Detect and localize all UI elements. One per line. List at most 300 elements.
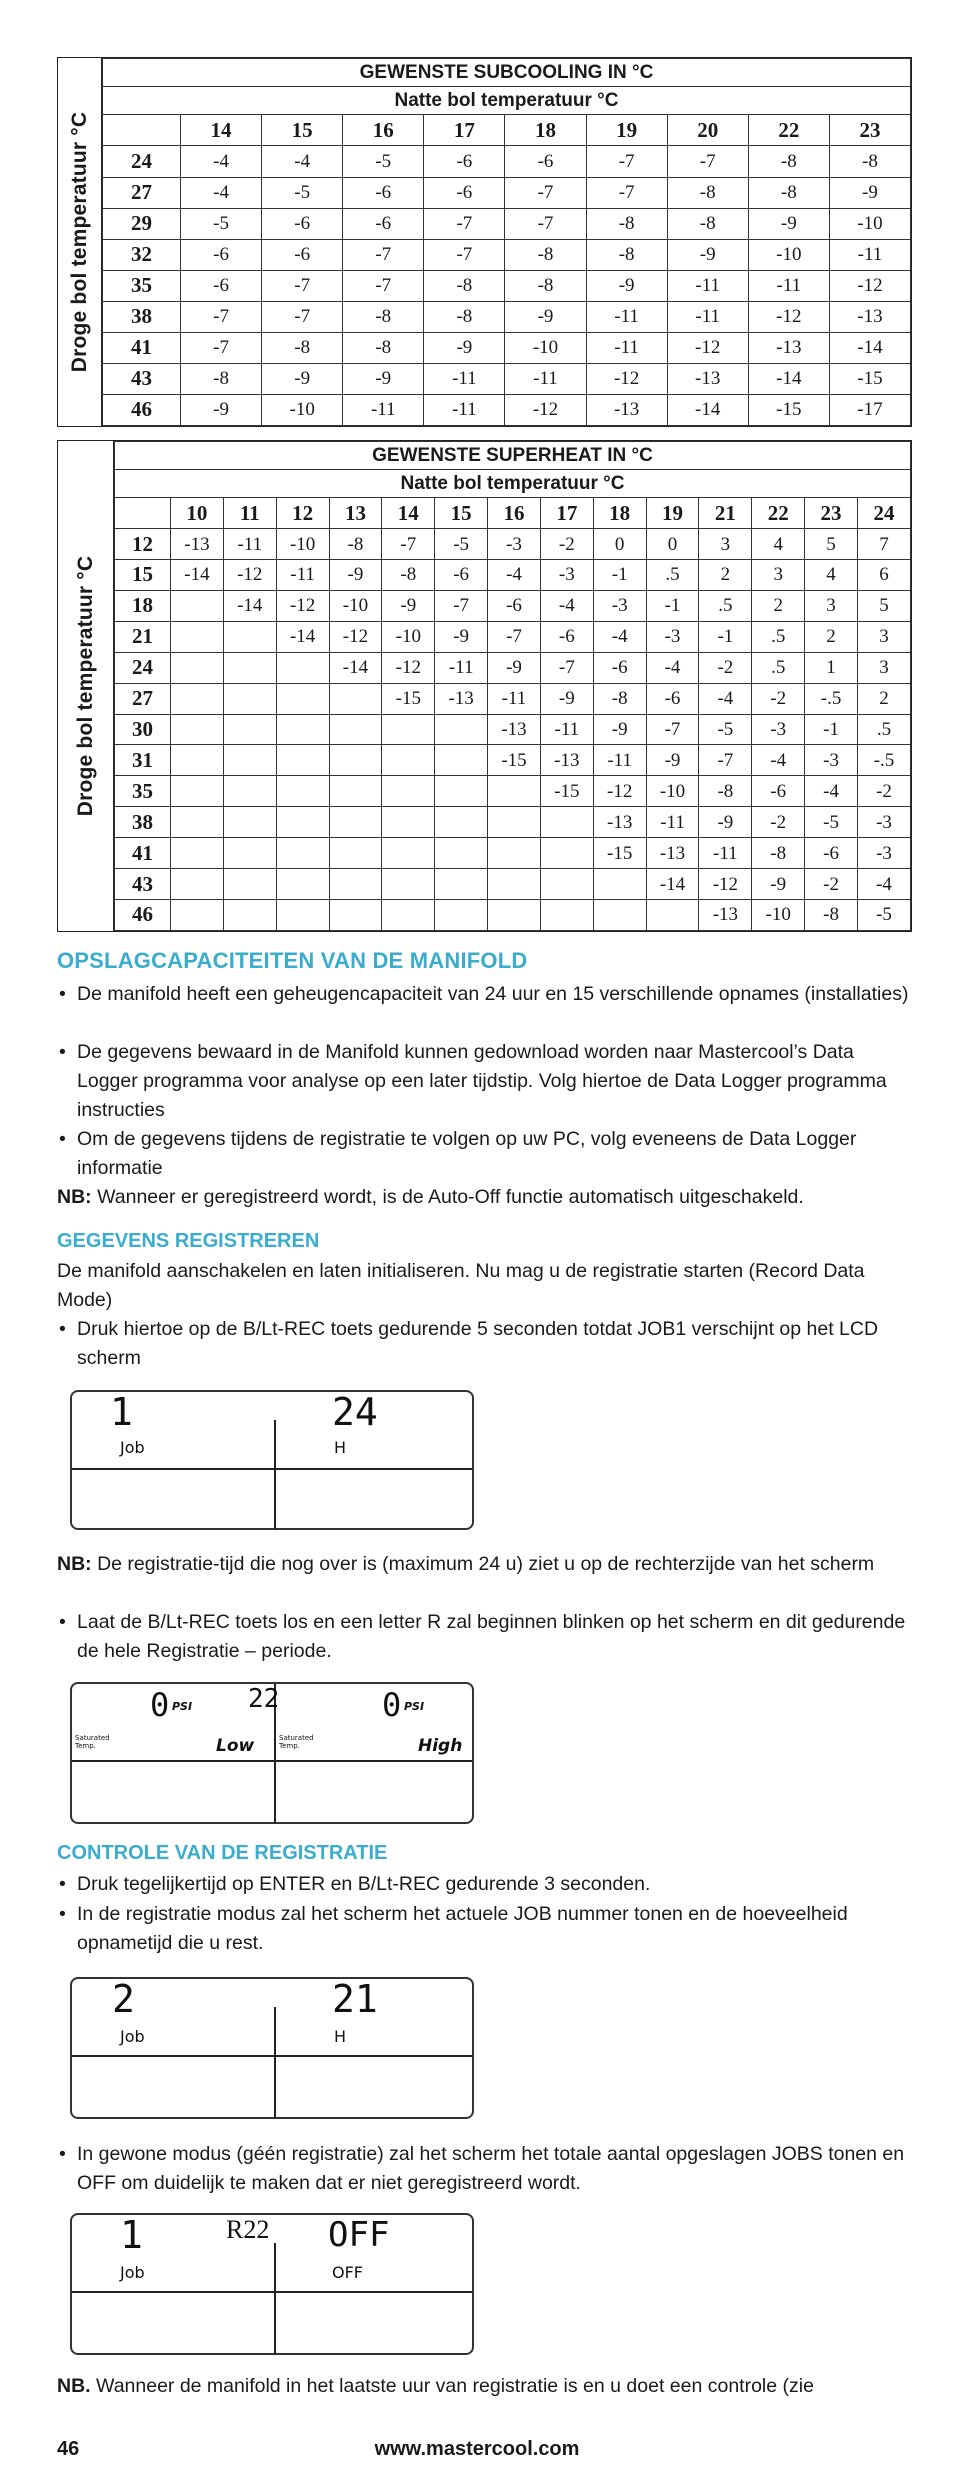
list-item: • Laat de B/Lt-REC toets los en een letter R zal beginnen blinken op het scherm en dit gedurende de hele Registratie – periode. (57, 1608, 917, 1666)
table-cell: -4 (540, 590, 593, 621)
column-header: 21 (699, 498, 752, 529)
table-cell: -3 (857, 807, 910, 838)
table-cell: -2 (752, 807, 805, 838)
lcd-psi-unit: PSI (404, 1700, 425, 1713)
table-cell: -10 (829, 208, 910, 239)
column-header: 15 (262, 115, 343, 146)
table-cell: 1 (805, 652, 858, 683)
table-cell: -4 (262, 146, 343, 177)
superheat-side-label (58, 441, 114, 931)
table-cell: 3 (857, 621, 910, 652)
table-cell: -4 (857, 869, 910, 900)
lcd-divider (274, 2007, 276, 2119)
paragraph: De manifold aanschakelen en laten initialiseren. Nu mag u de registratie starten (Record Data Mode) (57, 1260, 865, 1311)
subcooling-grid (102, 58, 911, 426)
list-item: • Druk hiertoe op de B/Lt-REC toets gedurende 5 seconden totdat JOB1 verschijnt op het LCD scherm (57, 1315, 917, 1373)
table-row (103, 394, 911, 425)
table-cell: -13 (488, 714, 541, 745)
table-cell: -8 (343, 332, 424, 363)
lcd-low-label: Low (216, 1736, 255, 1756)
table-cell: -8 (667, 208, 748, 239)
table-cell: -9 (488, 652, 541, 683)
table-cell: -12 (699, 869, 752, 900)
table-cell (171, 776, 224, 807)
table-cell: -6 (805, 838, 858, 869)
table-cell (276, 714, 329, 745)
table-cell: -9 (667, 239, 748, 270)
table-row (115, 652, 911, 683)
column-header: 14 (382, 498, 435, 529)
table-cell: -9 (748, 208, 829, 239)
table-cell (593, 899, 646, 930)
lcd-psi-unit: PSI (172, 1700, 193, 1713)
row-header: 38 (103, 301, 181, 332)
table-cell: 2 (857, 683, 910, 714)
table-cell: -13 (646, 838, 699, 869)
lcd-refrigerant-value: R22 (226, 2215, 270, 2244)
table-cell: -12 (829, 270, 910, 301)
column-header: 23 (805, 498, 858, 529)
row-header: 27 (115, 683, 171, 714)
table-cell: -15 (488, 745, 541, 776)
table-cell: -12 (667, 332, 748, 363)
table-cell: 2 (805, 621, 858, 652)
table-cell: -7 (382, 529, 435, 560)
table-cell: .5 (699, 590, 752, 621)
lcd-saturated-label: Saturated Temp. (75, 1734, 110, 1750)
note (57, 1183, 917, 1212)
column-header: 19 (586, 115, 667, 146)
table-cell: -13 (748, 332, 829, 363)
table-cell: -8 (586, 208, 667, 239)
page-number: 46 (57, 2438, 80, 2460)
table-cell: -8 (505, 239, 586, 270)
table-cell: -11 (505, 363, 586, 394)
table-cell (276, 838, 329, 869)
table-cell: -9 (382, 590, 435, 621)
table-cell: -11 (646, 807, 699, 838)
column-header: 16 (343, 115, 424, 146)
table-cell: -11 (424, 394, 505, 425)
table-cell: -2 (752, 683, 805, 714)
table-cell: -13 (699, 899, 752, 930)
lcd-hours-label: H (334, 1438, 347, 1457)
table-cell (329, 838, 382, 869)
table-cell: -9 (343, 363, 424, 394)
table-cell: 3 (752, 560, 805, 591)
row-header: 12 (115, 529, 171, 560)
table-cell: -7 (262, 301, 343, 332)
row-header: 32 (103, 239, 181, 270)
table-cell: -4 (646, 652, 699, 683)
column-header: 13 (329, 498, 382, 529)
table-cell (382, 714, 435, 745)
table-cell: 4 (752, 529, 805, 560)
subcooling-table (57, 57, 912, 427)
table-cell: -15 (829, 363, 910, 394)
row-header: 30 (115, 714, 171, 745)
table-cell: -13 (829, 301, 910, 332)
table-cell: -11 (435, 652, 488, 683)
side-label-text: Droge bol temperatuur °C (67, 111, 91, 373)
table-cell: -17 (829, 394, 910, 425)
table-cell: -8 (748, 146, 829, 177)
table-cell: -11 (667, 270, 748, 301)
superheat-grid (114, 441, 911, 931)
table-cell (171, 838, 224, 869)
table-cell: -5 (262, 177, 343, 208)
table-cell: -12 (382, 652, 435, 683)
table-header-row (103, 115, 911, 146)
table-cell: -9 (505, 301, 586, 332)
table-cell (488, 899, 541, 930)
table-cell (223, 776, 276, 807)
table-cell (223, 745, 276, 776)
table-cell (223, 652, 276, 683)
table-cell: -13 (171, 529, 224, 560)
list-item: • Om de gegevens tijdens de registratie te volgen op uw PC, volg eveneens de Data Logger informatie (57, 1125, 917, 1183)
list-item: • Druk tegelijkertijd op ENTER en B/Lt-REC gedurende 3 seconden. (57, 1870, 917, 1899)
table-cell (382, 807, 435, 838)
table-cell: 3 (699, 529, 752, 560)
table-cell: -7 (505, 177, 586, 208)
table-cell: -5 (435, 529, 488, 560)
table-cell: -10 (329, 590, 382, 621)
table-cell: -8 (699, 776, 752, 807)
table-cell: -8 (667, 177, 748, 208)
row-header: 46 (103, 394, 181, 425)
table-cell (171, 714, 224, 745)
table-cell: -10 (382, 621, 435, 652)
table-cell: -1 (805, 714, 858, 745)
table-cell: -8 (593, 683, 646, 714)
table-cell: -13 (435, 683, 488, 714)
table-cell (223, 838, 276, 869)
table-row (115, 745, 911, 776)
table-cell: -10 (505, 332, 586, 363)
table-cell: -11 (424, 363, 505, 394)
table-cell: -1 (593, 560, 646, 591)
table-cell: -2 (857, 776, 910, 807)
table-cell: 2 (699, 560, 752, 591)
table-row (103, 332, 911, 363)
table-cell: -9 (540, 683, 593, 714)
table-row (115, 838, 911, 869)
table-corner-cell (103, 115, 181, 146)
table-cell: -4 (181, 177, 262, 208)
table-cell: -15 (382, 683, 435, 714)
row-header: 24 (103, 146, 181, 177)
table-cell (276, 652, 329, 683)
table-cell: 7 (857, 529, 910, 560)
table-cell (435, 714, 488, 745)
row-header: 41 (103, 332, 181, 363)
note-text: Wanneer er geregistreerd wordt, is de Auto-Off functie automatisch uitgeschakeld. (91, 1186, 804, 1208)
lcd-display-normal (70, 2213, 474, 2355)
table-cell (223, 683, 276, 714)
list-item: • De manifold heeft een geheugencapaciteit van 24 uur en 15 verschillende opnames (installaties) (57, 980, 917, 1009)
table-cell: -11 (540, 714, 593, 745)
table-cell (540, 838, 593, 869)
table-cell: -7 (586, 146, 667, 177)
table-cell (382, 899, 435, 930)
table-cell (276, 683, 329, 714)
table-cell: -4 (488, 560, 541, 591)
table-row (115, 899, 911, 930)
table-cell (171, 683, 224, 714)
table-cell: -13 (667, 363, 748, 394)
row-header: 35 (115, 776, 171, 807)
table-subtitle-row (103, 87, 911, 115)
table-cell: -9 (424, 332, 505, 363)
column-header: 16 (488, 498, 541, 529)
row-header: 43 (103, 363, 181, 394)
table-cell (382, 745, 435, 776)
table-cell (171, 807, 224, 838)
table-cell: -9 (752, 869, 805, 900)
column-header: 17 (540, 498, 593, 529)
list-item: • In gewone modus (géén registratie) zal het scherm het totale aantal opgeslagen JOBS tonen en OFF om duidelijk te maken dat er niet geregistreerd wordt. (57, 2140, 917, 2198)
table-cell: -11 (699, 838, 752, 869)
column-header: 18 (593, 498, 646, 529)
table-cell: -8 (343, 301, 424, 332)
table-cell: -11 (829, 239, 910, 270)
lcd-divider (72, 1468, 472, 1470)
row-header: 29 (103, 208, 181, 239)
table-cell: .5 (752, 621, 805, 652)
table-cell (329, 745, 382, 776)
table-cell: -9 (699, 807, 752, 838)
table-cell (223, 869, 276, 900)
lcd-divider (72, 2291, 472, 2293)
column-header: 22 (752, 498, 805, 529)
table-cell: -11 (488, 683, 541, 714)
table-cell (435, 838, 488, 869)
table-cell: -7 (505, 208, 586, 239)
table-cell (382, 838, 435, 869)
lcd-refrigerant-value: 22 (248, 1684, 280, 1714)
table-cell: -3 (488, 529, 541, 560)
column-header: 15 (435, 498, 488, 529)
row-header: 38 (115, 807, 171, 838)
table-cell (171, 869, 224, 900)
table-cell: -8 (382, 560, 435, 591)
table-cell (276, 807, 329, 838)
section-heading-storage: OPSLAGCAPACITEITEN VAN DE MANIFOLD (57, 948, 528, 973)
table-cell: -1 (699, 621, 752, 652)
lcd-divider (274, 1420, 276, 1530)
table-cell: -7 (646, 714, 699, 745)
lcd-job-label: Job (120, 2027, 145, 2046)
table-cell: -4 (593, 621, 646, 652)
table-subtitle: Natte bol temperatuur °C (103, 87, 911, 115)
table-cell: -7 (435, 590, 488, 621)
table-row (103, 146, 911, 177)
note (57, 1550, 917, 1579)
lcd-off-value: OFF (328, 2215, 390, 2255)
column-header: 19 (646, 498, 699, 529)
note (57, 2372, 917, 2401)
column-header: 23 (829, 115, 910, 146)
table-cell (329, 776, 382, 807)
table-cell: -8 (805, 899, 858, 930)
superheat-table (57, 440, 912, 932)
table-cell: -5 (857, 899, 910, 930)
table-cell: 5 (857, 590, 910, 621)
table-row (115, 807, 911, 838)
table-cell: -12 (223, 560, 276, 591)
table-cell: -11 (586, 332, 667, 363)
table-cell (540, 807, 593, 838)
lcd-hours-value: 24 (332, 1390, 378, 1434)
table-cell: -6 (343, 177, 424, 208)
table-cell: -6 (540, 621, 593, 652)
table-row (115, 714, 911, 745)
table-cell: -14 (667, 394, 748, 425)
table-cell: -7 (540, 652, 593, 683)
table-cell: -8 (262, 332, 343, 363)
table-cell: -6 (181, 270, 262, 301)
table-cell: -11 (748, 270, 829, 301)
table-cell: -8 (752, 838, 805, 869)
table-cell: -12 (748, 301, 829, 332)
table-row (103, 363, 911, 394)
table-cell (540, 899, 593, 930)
table-cell: -9 (586, 270, 667, 301)
table-cell: -4 (181, 146, 262, 177)
table-row (115, 683, 911, 714)
table-row (103, 239, 911, 270)
list-item: • De gegevens bewaard in de Manifold kunnen gedownload worden naar Mastercool’s Data Logger programma voor analyse op een later tijdstip. Volg hiertoe de Data Logger programma instructies (57, 1038, 917, 1125)
table-cell: -3 (593, 590, 646, 621)
table-cell (276, 869, 329, 900)
table-cell: -7 (262, 270, 343, 301)
lcd-hours-label: H (334, 2027, 347, 2046)
table-header-row (115, 498, 911, 529)
lcd-high-value: 0 (382, 1686, 402, 1724)
footer-url: www.mastercool.com (374, 2438, 580, 2460)
table-row (115, 776, 911, 807)
table-cell: -10 (752, 899, 805, 930)
table-cell: -2 (540, 529, 593, 560)
table-cell: .5 (857, 714, 910, 745)
table-cell: -10 (262, 394, 343, 425)
column-header: 11 (223, 498, 276, 529)
table-cell: -7 (586, 177, 667, 208)
table-cell: -10 (646, 776, 699, 807)
table-cell: -8 (586, 239, 667, 270)
lcd-job-count-value: 1 (120, 2213, 143, 2257)
table-cell (435, 807, 488, 838)
table-cell (382, 776, 435, 807)
row-header: 21 (115, 621, 171, 652)
table-cell: -8 (829, 146, 910, 177)
table-cell: -14 (748, 363, 829, 394)
lcd-high-label: High (418, 1736, 463, 1756)
table-cell: -3 (540, 560, 593, 591)
lcd-divider (72, 1760, 472, 1762)
lcd-job-value: 2 (112, 1977, 135, 2021)
table-cell: -11 (593, 745, 646, 776)
table-cell: -6 (262, 208, 343, 239)
table-cell: .5 (752, 652, 805, 683)
table-cell: -4 (752, 745, 805, 776)
table-cell: -14 (646, 869, 699, 900)
note-text: Wanneer de manifold in het laatste uur van registratie is en u doet een controle (zie (90, 2375, 814, 2397)
table-cell: 3 (857, 652, 910, 683)
table-cell (382, 869, 435, 900)
note-text: De registratie-tijd die nog over is (maximum 24 u) ziet u op de rechterzijde van het scherm (91, 1553, 875, 1575)
table-cell (435, 869, 488, 900)
row-header: 41 (115, 838, 171, 869)
section-heading-record: GEGEVENS REGISTREREN (57, 1230, 320, 1252)
table-cell: -12 (505, 394, 586, 425)
table-cell: -10 (276, 529, 329, 560)
table-cell (171, 652, 224, 683)
table-cell: -14 (223, 590, 276, 621)
column-header: 22 (748, 115, 829, 146)
lcd-display-job2 (70, 1977, 474, 2119)
table-row (115, 560, 911, 591)
row-header: 18 (115, 590, 171, 621)
table-cell: 2 (752, 590, 805, 621)
table-cell: -.5 (857, 745, 910, 776)
table-cell (223, 621, 276, 652)
table-row (103, 270, 911, 301)
table-cell: -8 (505, 270, 586, 301)
table-cell: -6 (646, 683, 699, 714)
subcooling-side-label (58, 58, 102, 426)
table-cell: .5 (646, 560, 699, 591)
table-cell: -15 (540, 776, 593, 807)
table-cell: -6 (593, 652, 646, 683)
table-cell: -6 (435, 560, 488, 591)
table-cell: 4 (805, 560, 858, 591)
table-cell: -8 (424, 270, 505, 301)
lcd-saturated-label: Saturated Temp. (279, 1734, 314, 1750)
table-cell: -9 (646, 745, 699, 776)
table-cell: -5 (343, 146, 424, 177)
table-cell: -13 (593, 807, 646, 838)
table-cell: 0 (646, 529, 699, 560)
table-row (103, 301, 911, 332)
table-cell: -7 (488, 621, 541, 652)
column-header: 12 (276, 498, 329, 529)
table-cell (276, 745, 329, 776)
table-cell: 0 (593, 529, 646, 560)
table-cell: -9 (829, 177, 910, 208)
note-label: NB: (57, 1186, 92, 1208)
note-label: NB: (57, 1553, 92, 1575)
table-cell: 6 (857, 560, 910, 591)
table-cell (435, 776, 488, 807)
table-cell (488, 838, 541, 869)
row-header: 15 (115, 560, 171, 591)
table-row (115, 590, 911, 621)
table-cell: -7 (699, 745, 752, 776)
table-cell: -14 (171, 560, 224, 591)
table-cell: -3 (857, 838, 910, 869)
table-cell: -9 (435, 621, 488, 652)
table-cell: -7 (181, 332, 262, 363)
table-cell (276, 899, 329, 930)
table-cell: -4 (805, 776, 858, 807)
table-cell: -4 (699, 683, 752, 714)
column-header: 20 (667, 115, 748, 146)
table-cell (488, 807, 541, 838)
lcd-job-label: Job (120, 1438, 145, 1457)
table-cell (223, 899, 276, 930)
